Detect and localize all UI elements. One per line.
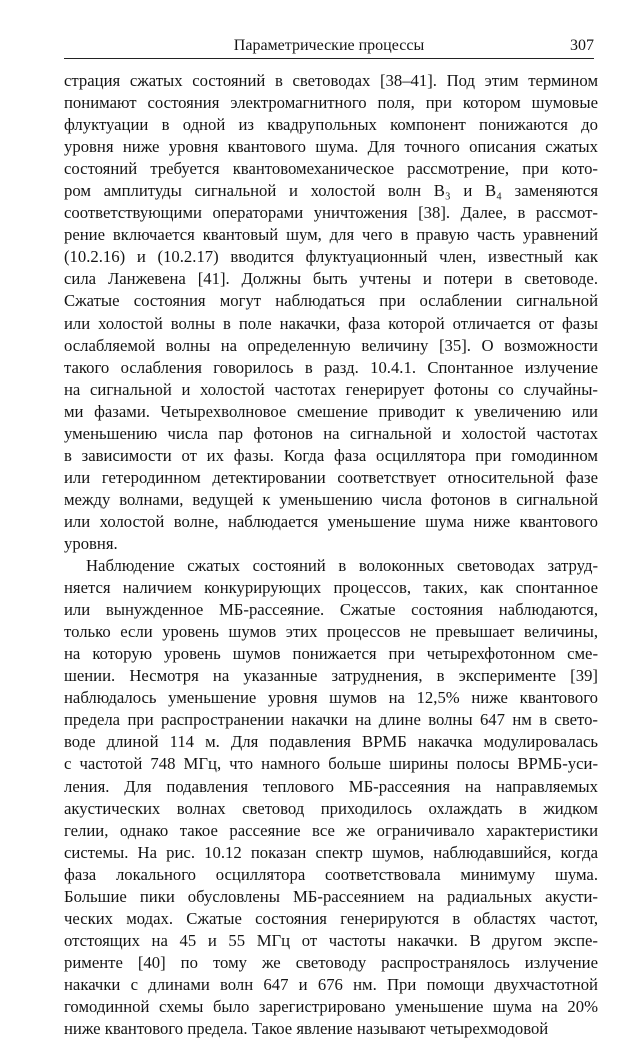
text-line: уменьшению числа пар фотонов на сигнальной и холостой частотах <box>64 423 598 443</box>
text-line: Наблюдение сжатых состояний в волоконных световодах затруд- <box>86 556 598 576</box>
paragraph <box>64 555 598 1040</box>
text-line: отстоящих на 45 и 55 МГц от частоты накачки. В другом экспе- <box>64 930 598 950</box>
text-line: такого ослабления говорилось в разд. 10.4.1. Спонтанное излучение <box>64 357 598 377</box>
text-line: шении. Несмотря на указанные затруднения, в эксперименте [39] <box>64 666 598 686</box>
text-line: ром амплитуды сигнальной и холостой волн B₃ и B₄ заменяются <box>64 181 598 201</box>
text-line: рименте [40] по тому же световоду распространялось излучение <box>64 952 598 972</box>
text-line: ческих модах. Сжатые состояния генерируются в областях частот, <box>64 908 598 928</box>
text-line: или холостой волне, наблюдается уменьшение шума ниже квантового <box>64 511 598 531</box>
text-line: или вынужденное МБ-рассеяние. Сжатые состояния наблюдаются, <box>64 600 598 620</box>
text-line: гелии, однако такое рассеяние все же ограничивало характеристики <box>64 820 598 840</box>
text-line: Сжатые состояния могут наблюдаться при ослаблении сигнальной <box>64 291 598 311</box>
text-line: сила Ланжевена [41]. Должны быть учтены и потери в световоде. <box>64 269 598 289</box>
running-header <box>64 36 594 62</box>
text-line: уровня. <box>64 533 118 553</box>
text-line: состояний требуется квантовомеханическое рассмотрение, при кото- <box>64 159 598 179</box>
text-line: Большие пики обусловлены МБ-рассеянием на радиальных акусти- <box>64 886 598 906</box>
text-line: на которую уровень шумов понижается при четырехфотонном сме- <box>64 644 598 664</box>
text-line: уровня ниже уровня квантового шума. Для точного описания сжатых <box>64 137 598 157</box>
text-line: только если уровень шумов этих процессов не превышает величины, <box>64 622 598 642</box>
text-line: флуктуации в одной из квадрупольных компонент понижаются до <box>64 115 598 135</box>
text-line: гомодинной схемы было зарегистрировано уменьшение шума на 20% <box>64 996 598 1016</box>
text-line: наблюдалось уменьшение уровня шумов на 12,5% ниже квантового <box>64 688 598 708</box>
text-line: страция сжатых состояний в световодах [38–41]. Под этим термином <box>64 71 598 90</box>
paragraph <box>64 70 598 555</box>
text-line: системы. На рис. 10.12 показан спектр шумов, наблюдавшийся, когда <box>64 842 598 862</box>
header-title: Параметрические процессы <box>233 37 425 54</box>
text-line: или гетеродинном детектировании соответствует относительной фазе <box>64 467 598 487</box>
text-line: на сигнальной и холостой частотах генерирует фотоны со случайны- <box>64 379 598 399</box>
text-line: фаза локального осциллятора соответствовала минимуму шума. <box>64 864 598 884</box>
text-line: с частотой 748 МГц, что намного больше ширины полосы ВРМБ-уси- <box>64 754 598 774</box>
text-line: ослабляемой волны на определенную величину [35]. О возможности <box>64 335 598 355</box>
text-line: или холостой волны в поле накачки, фаза которой отличается от фазы <box>64 313 598 333</box>
text-line: ми фазами. Четырехволновое смешение приводит к увеличению или <box>64 401 598 421</box>
text-line: в зависимости от их фазы. Когда фаза осциллятора при гомодинном <box>64 445 598 465</box>
text-line: (10.2.16) и (10.2.17) вводится флуктуационный член, известный как <box>64 247 598 267</box>
text-line: между волнами, ведущей к уменьшению числа фотонов в сигнальной <box>64 489 598 509</box>
text-line: ления. Для подавления теплового МБ-рассеяния на направляемых <box>64 776 598 796</box>
text-line: няется наличием конкурирующих процессов, таких, как спонтанное <box>64 578 598 598</box>
text-line: накачки с длинами волн 647 и 676 нм. При помощи двухчастотной <box>64 974 598 994</box>
text-line: понимают состояния электромагнитного поля, при котором шумовые <box>64 93 598 113</box>
text-line: предела при распространении накачки на длине волны 647 нм в свето- <box>64 710 598 730</box>
header-rule <box>64 58 594 59</box>
text-line: соответствующими операторами уничтожения [38]. Далее, в рассмот- <box>64 203 598 223</box>
text-line: акустических волнах световод приходилось охлаждать в жидком <box>64 798 598 818</box>
body-text <box>64 70 598 1040</box>
text-line: рение включается квантовый шум, для чего в правую часть уравнений <box>64 225 598 245</box>
text-line: ниже квантового предела. Такое явление называют четырехмодовой <box>64 1019 549 1039</box>
text-line: воде длиной 114 м. Для подавления ВРМБ накачка модулировалась <box>64 732 598 752</box>
page-number: 307 <box>570 37 594 54</box>
